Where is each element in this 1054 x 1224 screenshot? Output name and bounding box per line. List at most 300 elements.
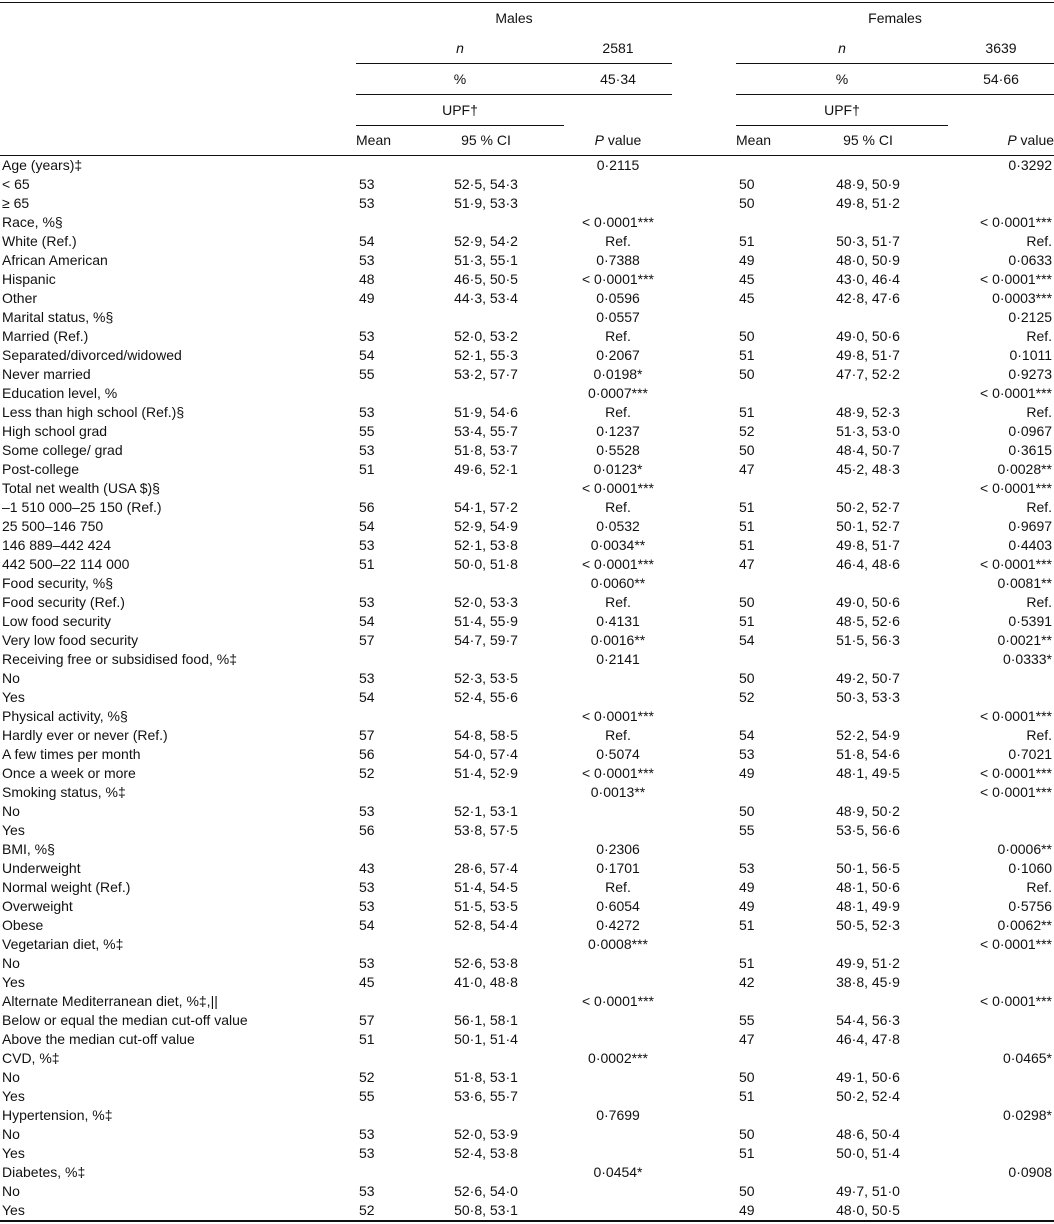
males-mean <box>356 156 408 176</box>
females-mean: 49 <box>736 1201 788 1221</box>
males-mean: 56 <box>359 746 375 762</box>
row-label: Low food security <box>2 613 111 629</box>
row-label: Hispanic <box>2 271 56 287</box>
males-p-value: Ref. <box>605 499 631 515</box>
females-ci: 48·1, 49·9 <box>836 898 900 914</box>
males-mean: 49 <box>359 290 375 306</box>
males-mean <box>356 574 408 593</box>
row-label: White (Ref.) <box>2 233 77 249</box>
table-row <box>0 365 1054 384</box>
females-mean: 53 <box>739 860 755 876</box>
females-ci <box>788 1163 948 1182</box>
females-p-value: 0·0081** <box>997 575 1053 591</box>
males-p-value <box>564 1125 672 1144</box>
males-p-value: < 0·0001*** <box>581 480 654 496</box>
females-n-value: 3639 <box>948 33 1054 64</box>
females-mean <box>736 384 788 403</box>
females-ci: 53·5, 56·6 <box>836 822 900 838</box>
males-mean <box>356 384 408 403</box>
row-label: High school grad <box>2 423 108 439</box>
males-p-value: 0·0596 <box>596 290 640 306</box>
males-mean: 54 <box>359 613 375 629</box>
row-label: Yes <box>0 1201 356 1221</box>
row-label: Food security, %§ <box>2 575 114 591</box>
spacer <box>672 441 736 460</box>
table-row <box>0 593 1054 612</box>
females-ci: 47·7, 52·2 <box>836 366 900 382</box>
females-p-value: 0·0908 <box>1008 1164 1053 1180</box>
females-ci <box>788 213 948 232</box>
spacer <box>672 612 736 631</box>
table-row <box>0 460 1054 479</box>
spacer <box>672 859 736 878</box>
males-ci: 46·5, 50·5 <box>454 271 518 287</box>
spacer <box>672 327 736 346</box>
females-mean <box>736 574 788 593</box>
spacer <box>672 270 736 289</box>
table-row <box>0 327 1054 346</box>
females-ci <box>788 156 948 176</box>
spacer <box>672 1106 736 1125</box>
females-ci: 54·4, 56·3 <box>836 1012 900 1028</box>
females-ci: 48·1, 49·5 <box>836 765 900 781</box>
males-ci: 53·2, 57·7 <box>454 366 518 382</box>
females-p-value <box>948 973 1054 992</box>
females-ci <box>788 840 948 859</box>
females-ci: 52·2, 54·9 <box>836 727 900 743</box>
females-ci <box>788 707 948 726</box>
females-p-value <box>948 1201 1054 1221</box>
males-p-value <box>564 688 672 707</box>
spacer <box>672 821 736 840</box>
row-label: Hypertension, %‡ <box>2 1107 113 1123</box>
males-mean: 53 <box>359 670 375 686</box>
males-ci <box>408 840 564 859</box>
males-pct-value: 45·34 <box>564 64 672 95</box>
spacer <box>672 878 736 897</box>
males-p-value <box>564 1087 672 1106</box>
table-row <box>0 973 1054 992</box>
females-ci: 50·5, 52·3 <box>836 917 900 933</box>
females-mean <box>736 935 788 954</box>
males-mean: 51 <box>359 461 375 477</box>
males-p-value: 0·1701 <box>596 860 640 876</box>
males-ci: 51·3, 55·1 <box>454 252 518 268</box>
females-ci: 51·3, 53·0 <box>836 423 900 439</box>
females-mean <box>736 308 788 327</box>
females-p-value: < 0·0001*** <box>980 480 1053 496</box>
males-p-value: 0·0060** <box>590 575 646 591</box>
females-mean: 49 <box>739 252 755 268</box>
males-ci: 54·7, 59·7 <box>454 632 518 648</box>
males-p-value: 0·5074 <box>596 746 640 762</box>
females-mean: 55 <box>739 822 755 838</box>
males-mean <box>356 308 408 327</box>
males-p-value: Ref. <box>605 328 631 344</box>
females-mean: 51 <box>739 404 755 420</box>
males-ci: 44·3, 53·4 <box>454 290 518 306</box>
males-mean: 45 <box>359 974 375 990</box>
males-p-value: < 0·0001*** <box>581 708 654 724</box>
males-p-value: 0·0198* <box>593 366 643 382</box>
males-mean <box>356 1106 408 1125</box>
table-row <box>0 574 1054 593</box>
males-p-value <box>564 802 672 821</box>
spacer <box>672 973 736 992</box>
males-mean: 54 <box>359 347 375 363</box>
row-label: Total net wealth (USA $)§ <box>2 480 160 496</box>
spacer <box>672 688 736 707</box>
row-label: No <box>2 803 20 819</box>
table-body <box>0 156 1054 1222</box>
females-mean: 51 <box>739 613 755 629</box>
females-mean: 51 <box>739 518 755 534</box>
males-ci: 52·1, 53·8 <box>454 537 518 553</box>
females-mean: 47 <box>739 1031 755 1047</box>
males-ci: 52·9, 54·9 <box>454 518 518 534</box>
females-p-value: 0·0333* <box>1002 651 1053 667</box>
females-p-value: 0·9697 <box>1008 518 1053 534</box>
females-mean <box>736 707 788 726</box>
table-row <box>0 992 1054 1011</box>
males-p-value: 0·4272 <box>596 917 640 933</box>
males-ci <box>408 384 564 403</box>
females-ci: 46·4, 47·8 <box>836 1031 900 1047</box>
spacer <box>672 384 736 403</box>
row-label: Yes <box>2 974 25 990</box>
spacer <box>672 213 736 232</box>
females-p-value: Ref. <box>1026 404 1053 420</box>
females-p-value: 0·0967 <box>1008 423 1053 439</box>
females-mean: 54 <box>739 632 755 648</box>
females-p-value <box>948 1030 1054 1049</box>
females-mean: 50 <box>739 670 755 686</box>
females-p-value: 0·0465* <box>1002 1050 1053 1066</box>
females-ci: 51·8, 54·6 <box>836 746 900 762</box>
spacer <box>672 194 736 213</box>
females-ci <box>788 1106 948 1125</box>
row-label: Marital status, %§ <box>2 309 114 325</box>
table-row <box>0 156 1054 176</box>
males-ci: 52·4, 55·6 <box>454 689 518 705</box>
females-mean: 51 <box>739 917 755 933</box>
males-ci: 54·1, 57·2 <box>454 499 518 515</box>
females-mean: 51 <box>739 955 755 971</box>
males-n-value: 2581 <box>564 33 672 64</box>
females-p-value: < 0·0001*** <box>980 271 1053 287</box>
females-mean <box>736 783 788 802</box>
males-ci: 53·8, 57·5 <box>454 822 518 838</box>
table-row <box>0 175 1054 194</box>
females-ci: 48·6, 50·4 <box>836 1126 900 1142</box>
males-p-value <box>564 954 672 973</box>
males-ci-header: 95 % CI <box>408 126 564 156</box>
table-row <box>0 631 1054 650</box>
females-mean <box>736 213 788 232</box>
males-ci: 50·0, 51·8 <box>454 556 518 572</box>
females-p-value: 0·3615 <box>1008 442 1053 458</box>
females-ci: 45·2, 48·3 <box>836 461 900 477</box>
males-p-value: Ref. <box>605 727 631 743</box>
row-label: Very low food security <box>2 632 139 648</box>
males-mean: 55 <box>359 1088 375 1104</box>
males-p-value: 0·0557 <box>596 309 640 325</box>
females-ci: 50·2, 52·4 <box>836 1088 900 1104</box>
males-mean: 56 <box>359 822 375 838</box>
table-row <box>0 403 1054 422</box>
males-mean: 53 <box>359 594 375 610</box>
males-p-value: 0·7699 <box>596 1107 640 1123</box>
table-row <box>0 517 1054 536</box>
males-mean: 51 <box>359 1031 375 1047</box>
row-label: 442 500–22 114 000 <box>2 556 130 572</box>
females-p-value <box>948 1125 1054 1144</box>
table-row <box>0 859 1054 878</box>
females-ci-header: 95 % CI <box>788 126 948 156</box>
spacer <box>672 802 736 821</box>
males-p-value: < 0·0001*** <box>581 993 654 1009</box>
males-p-value: 0·6054 <box>596 898 640 914</box>
males-ci: 52·4, 53·8 <box>454 1145 518 1161</box>
males-p-value: < 0·0001*** <box>581 556 654 572</box>
table-row <box>0 1163 1054 1182</box>
row-label: Married (Ref.) <box>2 328 89 344</box>
males-ci <box>408 479 564 498</box>
spacer <box>672 1125 736 1144</box>
table-row <box>0 1106 1054 1125</box>
table-row <box>0 764 1054 783</box>
males-ci <box>408 992 564 1011</box>
table-row <box>0 251 1054 270</box>
males-mean <box>356 1049 408 1068</box>
row-label: Below or equal the median cut-off value <box>2 1012 248 1028</box>
females-mean: 51 <box>739 499 755 515</box>
table-header <box>0 3 1054 156</box>
females-p-value <box>948 1087 1054 1106</box>
table-row <box>0 1201 1054 1221</box>
females-ci <box>788 650 948 669</box>
males-p-value <box>564 1030 672 1049</box>
males-p-value: Ref. <box>605 879 631 895</box>
females-p-value: Ref. <box>1026 328 1053 344</box>
table-row <box>0 213 1054 232</box>
females-p-value: 0·0003*** <box>992 290 1053 306</box>
males-p-value: Ref. <box>605 233 631 249</box>
females-ci: 42·8, 47·6 <box>836 290 900 306</box>
males-p-value: Ref. <box>605 594 631 610</box>
row-label: Hardly ever or never (Ref.) <box>2 727 168 743</box>
males-p-value: 0·2115 <box>596 157 640 173</box>
males-mean: 53 <box>359 252 375 268</box>
row-label: Physical activity, %§ <box>2 708 128 724</box>
males-ci: 28·6, 57·4 <box>454 860 518 876</box>
males-mean: 54 <box>359 518 375 534</box>
females-ci: 50·1, 56·5 <box>836 860 900 876</box>
males-ci <box>408 156 564 176</box>
females-p-value: Ref. <box>1026 499 1053 515</box>
spacer <box>672 517 736 536</box>
males-ci <box>408 650 564 669</box>
females-mean: 47 <box>739 461 755 477</box>
males-ci: 52·1, 53·1 <box>454 803 518 819</box>
females-p-value: < 0·0001*** <box>980 556 1053 572</box>
males-p-value <box>564 973 672 992</box>
males-mean-header: Mean <box>356 126 408 156</box>
row-label: No <box>2 670 20 686</box>
table-row <box>0 802 1054 821</box>
table-row <box>0 707 1054 726</box>
males-mean: 53 <box>359 537 375 553</box>
males-ci: 51·8, 53·1 <box>454 1069 518 1085</box>
females-ci: 51·5, 56·3 <box>836 632 900 648</box>
males-mean: 53 <box>359 1145 375 1161</box>
females-ci: 48·5, 52·6 <box>836 613 900 629</box>
spacer <box>672 289 736 308</box>
row-label: Overweight <box>2 898 73 914</box>
row-label: Once a week or more <box>2 765 136 781</box>
table-row <box>0 726 1054 745</box>
spacer <box>672 783 736 802</box>
males-mean <box>356 650 408 669</box>
males-mean <box>356 1163 408 1182</box>
males-ci <box>408 213 564 232</box>
spacer <box>672 916 736 935</box>
females-mean <box>736 992 788 1011</box>
males-mean <box>356 840 408 859</box>
females-p-value <box>948 688 1054 707</box>
females-ci: 43·0, 46·4 <box>836 271 900 287</box>
table-row <box>0 1030 1054 1049</box>
spacer <box>672 707 736 726</box>
males-mean: 56 <box>359 499 375 515</box>
table-row <box>0 422 1054 441</box>
females-ci: 50·1, 52·7 <box>836 518 900 534</box>
row-label: –1 510 000–25 150 (Ref.) <box>2 499 162 515</box>
females-pct-label: % <box>736 64 948 95</box>
males-ci: 54·0, 57·4 <box>454 746 518 762</box>
females-mean: 49 <box>739 879 755 895</box>
females-mean: 50 <box>739 1183 755 1199</box>
males-mean <box>356 479 408 498</box>
females-ci: 49·7, 51·0 <box>836 1183 900 1199</box>
females-mean-header: Mean <box>736 126 788 156</box>
males-mean: 53 <box>359 879 375 895</box>
spacer <box>672 156 736 176</box>
males-ci: 50·8, 53·1 <box>408 1201 564 1221</box>
females-ci: 49·8, 51·2 <box>836 195 900 211</box>
males-mean: 54 <box>359 689 375 705</box>
row-label: Never married <box>2 366 91 382</box>
females-ci: 49·0, 50·6 <box>836 328 900 344</box>
females-mean: 50 <box>739 1126 755 1142</box>
row-label: < 65 <box>2 176 30 192</box>
spacer <box>672 631 736 650</box>
males-ci <box>408 1163 564 1182</box>
females-ci <box>788 1049 948 1068</box>
males-n-label: n <box>356 33 564 64</box>
table-row <box>0 897 1054 916</box>
row-label: Education level, % <box>2 385 118 401</box>
row-label: 146 889–442 424 <box>2 537 111 553</box>
males-ci: 52·0, 53·2 <box>454 328 518 344</box>
females-ci: 48·1, 50·6 <box>836 879 900 895</box>
males-p-value <box>564 1144 672 1163</box>
row-label: Age (years)‡ <box>2 157 83 173</box>
females-p-value: < 0·0001*** <box>980 765 1053 781</box>
females-mean: 50 <box>739 328 755 344</box>
females-ci: 48·9, 52·3 <box>836 404 900 420</box>
males-p-value <box>564 175 672 194</box>
spacer <box>672 650 736 669</box>
row-label: Other <box>2 290 38 306</box>
table-row <box>0 1087 1054 1106</box>
females-p-value: 0·9273 <box>1008 366 1053 382</box>
table-row <box>0 688 1054 707</box>
females-p-value: < 0·0001*** <box>980 993 1053 1009</box>
females-ci <box>788 574 948 593</box>
females-ci: 50·2, 52·7 <box>836 499 900 515</box>
males-p-value <box>564 821 672 840</box>
males-p-value: 0·0007*** <box>588 385 648 401</box>
table-row <box>0 840 1054 859</box>
females-ci: 48·9, 50·9 <box>836 176 900 192</box>
spacer <box>672 1201 736 1221</box>
row-label: African American <box>2 252 108 268</box>
females-ci: 49·8, 51·7 <box>836 537 900 553</box>
females-mean: 49 <box>739 765 755 781</box>
males-ci: 52·6, 53·8 <box>454 955 518 971</box>
males-p-value: < 0·0001*** <box>581 214 654 230</box>
males-pct-label: % <box>356 64 564 95</box>
females-p-value: Ref. <box>1026 727 1053 743</box>
table-row <box>0 1125 1054 1144</box>
table-row <box>0 1068 1054 1087</box>
males-ci: 54·8, 58·5 <box>454 727 518 743</box>
males-p-value <box>564 194 672 213</box>
table-row <box>0 384 1054 403</box>
table-row <box>0 308 1054 327</box>
females-mean: 50 <box>739 442 755 458</box>
males-p-value: 0·5528 <box>596 442 640 458</box>
row-label: Food security (Ref.) <box>2 594 125 610</box>
males-ci: 52·1, 55·3 <box>454 347 518 363</box>
table-row <box>0 232 1054 251</box>
males-ci: 51·9, 53·3 <box>454 195 518 211</box>
table-row <box>0 783 1054 802</box>
spacer <box>672 555 736 574</box>
table-row <box>0 878 1054 897</box>
females-mean: 55 <box>739 1012 755 1028</box>
males-ci <box>408 707 564 726</box>
females-mean: 50 <box>739 803 755 819</box>
males-ci: 52·9, 54·2 <box>454 233 518 249</box>
spacer <box>672 726 736 745</box>
males-p-value: 0·1237 <box>596 423 640 439</box>
males-p-value <box>564 669 672 688</box>
females-p-value: 0·5756 <box>1008 898 1053 914</box>
females-mean: 52 <box>739 689 755 705</box>
row-label: Diabetes, %‡ <box>2 1164 86 1180</box>
table-row <box>0 555 1054 574</box>
spacer <box>672 1144 736 1163</box>
females-p-value: Ref. <box>1026 594 1053 610</box>
spacer <box>672 954 736 973</box>
females-mean <box>736 1049 788 1068</box>
females-p-value <box>948 802 1054 821</box>
females-mean: 42 <box>739 974 755 990</box>
females-mean: 51 <box>739 1088 755 1104</box>
females-ci: 48·0, 50·9 <box>836 252 900 268</box>
